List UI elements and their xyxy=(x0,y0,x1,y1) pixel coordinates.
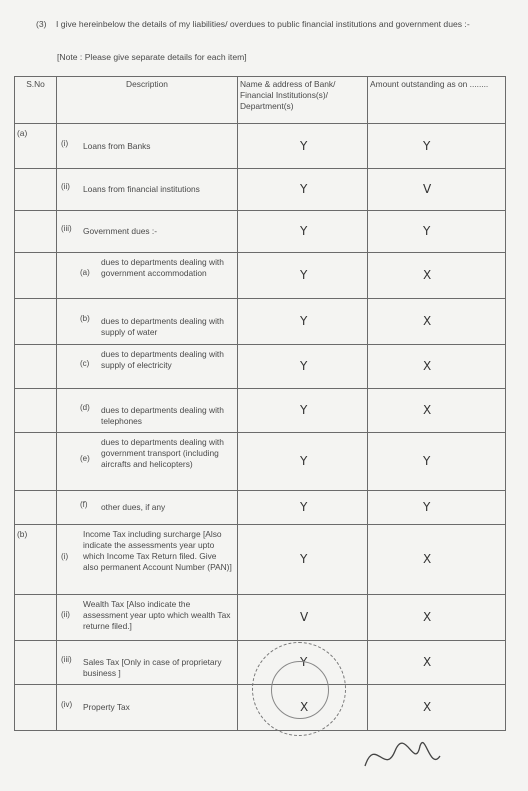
row-amount xyxy=(368,253,506,299)
row-description: Loans from Banks xyxy=(83,140,151,151)
handwritten-mark: X xyxy=(423,314,432,328)
row-sno xyxy=(15,299,57,345)
row-index: (ii) xyxy=(61,610,70,619)
header-description: Description xyxy=(57,77,238,124)
row-sno xyxy=(15,685,57,731)
table-row xyxy=(15,299,506,345)
row-index: (iv) xyxy=(61,700,73,709)
row-description-cell xyxy=(57,345,238,389)
row-sno xyxy=(15,253,57,299)
table-row xyxy=(15,389,506,433)
handwritten-mark: Y xyxy=(300,359,308,373)
table-row xyxy=(15,525,506,595)
row-name-address xyxy=(238,525,368,595)
row-sno xyxy=(15,433,57,491)
row-amount xyxy=(368,491,506,525)
row-sno: (b) xyxy=(15,525,57,595)
row-description: other dues, if any xyxy=(101,502,166,512)
row-name-address xyxy=(238,345,368,389)
handwritten-mark: Y xyxy=(300,268,308,282)
handwritten-mark: X xyxy=(300,700,309,714)
row-index: (iii) xyxy=(61,655,72,664)
official-stamp xyxy=(252,642,346,736)
row-amount xyxy=(368,124,506,169)
header-sno: S.No xyxy=(15,77,57,124)
row-index: (ii) xyxy=(61,182,70,191)
row-amount xyxy=(368,345,506,389)
handwritten-mark: X xyxy=(423,268,432,282)
row-name-address xyxy=(238,253,368,299)
handwritten-mark: Y xyxy=(300,552,308,566)
row-name-address xyxy=(238,433,368,491)
handwritten-mark: Y xyxy=(300,224,308,238)
handwritten-mark: X xyxy=(423,700,432,714)
row-description: Income Tax including surcharge [Also indicate the assessments year upto which Income Tax Return filed. Give also permanent Account Number (PAN)] xyxy=(83,529,232,572)
row-sno: (a) xyxy=(15,124,57,169)
handwritten-mark: Y xyxy=(300,655,308,669)
row-index: (b) xyxy=(80,314,90,323)
row-description-cell xyxy=(57,211,238,253)
row-name-address xyxy=(238,169,368,211)
table-row xyxy=(15,211,506,253)
row-description: dues to departments dealing with government transport (including aircrafts and helicopters) xyxy=(101,437,224,469)
row-amount xyxy=(368,433,506,491)
handwritten-mark: X xyxy=(423,403,432,417)
handwritten-mark: X xyxy=(423,655,432,669)
table-header-row xyxy=(15,77,506,124)
row-description: dues to departments dealing with supply of electricity xyxy=(101,349,224,370)
table-row xyxy=(15,595,506,641)
table-row xyxy=(15,491,506,525)
row-amount xyxy=(368,299,506,345)
row-index: (c) xyxy=(80,359,90,368)
handwritten-mark: Y xyxy=(300,454,308,468)
row-amount xyxy=(368,685,506,731)
row-amount xyxy=(368,211,506,253)
row-amount xyxy=(368,641,506,685)
row-index: (f) xyxy=(80,500,88,509)
row-description-cell xyxy=(57,433,238,491)
handwritten-mark: X xyxy=(423,359,432,373)
official-stamp-inner-ring xyxy=(271,661,329,719)
row-description-cell xyxy=(57,641,238,685)
row-amount xyxy=(368,169,506,211)
handwritten-mark: V xyxy=(423,182,432,196)
row-name-address xyxy=(238,595,368,641)
row-sno xyxy=(15,641,57,685)
row-index: (iii) xyxy=(61,224,72,233)
handwritten-mark: Y xyxy=(300,314,308,328)
row-description-cell xyxy=(57,253,238,299)
row-name-address xyxy=(238,299,368,345)
handwritten-mark: Y xyxy=(300,182,308,196)
handwritten-mark: Y xyxy=(300,403,308,417)
row-index: (i) xyxy=(61,552,69,561)
row-name-address xyxy=(238,491,368,525)
row-description: dues to departments dealing with telephones xyxy=(101,405,224,426)
row-description: dues to departments dealing with government accommodation xyxy=(101,257,224,278)
row-index: (d) xyxy=(80,403,90,412)
row-index: (a) xyxy=(80,268,90,277)
handwritten-mark: Y xyxy=(423,500,431,514)
handwritten-mark: Y xyxy=(423,224,431,238)
row-index: (i) xyxy=(61,138,69,148)
row-description-cell xyxy=(57,595,238,641)
header-amount: Amount outstanding as on ........ xyxy=(368,77,506,124)
row-name-address xyxy=(238,124,368,169)
intro-number: (3) xyxy=(36,19,47,29)
row-description-cell xyxy=(57,169,238,211)
row-sno xyxy=(15,169,57,211)
row-description-cell xyxy=(57,389,238,433)
row-amount xyxy=(368,595,506,641)
row-description: Property Tax xyxy=(83,702,130,712)
row-description-cell xyxy=(57,491,238,525)
table-row xyxy=(15,124,506,169)
row-sno xyxy=(15,345,57,389)
handwritten-mark: Y xyxy=(423,138,431,153)
row-amount xyxy=(368,389,506,433)
handwritten-mark: V xyxy=(300,610,309,624)
row-sno xyxy=(15,491,57,525)
intro-text: I give hereinbelow the details of my liabilities/ overdues to public financial institutions and government dues :- xyxy=(56,19,470,29)
row-name-address xyxy=(238,211,368,253)
row-index: (e) xyxy=(80,454,90,463)
row-description-cell xyxy=(57,299,238,345)
liabilities-table xyxy=(14,76,506,731)
row-sno xyxy=(15,211,57,253)
handwritten-mark: Y xyxy=(423,454,431,468)
row-description-cell xyxy=(57,525,238,595)
row-description: Government dues :- xyxy=(83,226,158,236)
signature xyxy=(360,726,450,781)
handwritten-mark: X xyxy=(423,610,432,624)
row-sno xyxy=(15,595,57,641)
table-row xyxy=(15,169,506,211)
row-description: Loans from financial institutions xyxy=(83,184,200,194)
table-row xyxy=(15,433,506,491)
handwritten-mark: Y xyxy=(300,138,308,153)
row-description-cell xyxy=(57,124,238,169)
note-text: [Note : Please give separate details for each item] xyxy=(57,52,247,62)
handwritten-mark: X xyxy=(423,552,432,566)
table-row xyxy=(15,253,506,299)
row-description-cell xyxy=(57,685,238,731)
header-name-address: Name & address of Bank/ Financial Institutions(s)/ Department(s) xyxy=(238,77,368,124)
row-description: Sales Tax [Only in case of proprietary business ] xyxy=(83,657,222,678)
row-description: Wealth Tax [Also indicate the assessment year upto which wealth Tax returne filed.] xyxy=(83,599,231,631)
row-sno xyxy=(15,389,57,433)
handwritten-mark: Y xyxy=(300,500,308,514)
intro-paragraph xyxy=(36,19,516,30)
row-name-address xyxy=(238,389,368,433)
row-amount xyxy=(368,525,506,595)
row-description: dues to departments dealing with supply of water xyxy=(101,316,224,337)
table-row xyxy=(15,345,506,389)
